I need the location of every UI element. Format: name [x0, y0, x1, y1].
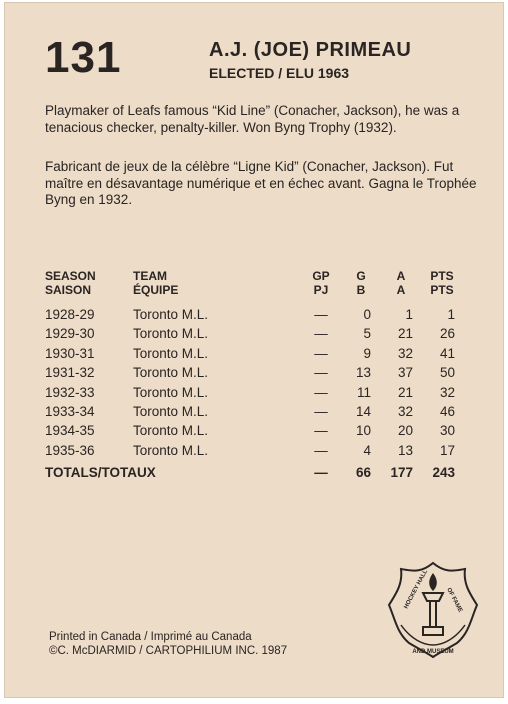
row-assists: 21: [397, 385, 413, 400]
header-assists-en: A: [396, 269, 406, 283]
row-team: Toronto M.L.: [133, 385, 209, 400]
header-goals: [353, 269, 369, 297]
row-team: Toronto M.L.: [133, 346, 209, 361]
elected-year: ELECTED / ELU 1963: [209, 65, 350, 81]
row-gp: —: [314, 365, 328, 380]
row-team: Toronto M.L.: [133, 423, 209, 438]
copyright: ©C. McDIARMID / CARTOPHILIUM INC. 1987: [49, 645, 288, 657]
row-points: 32: [439, 385, 455, 400]
row-gp: —: [314, 443, 328, 458]
card-number: 131: [45, 33, 122, 82]
row-goals: 9: [363, 346, 371, 361]
header-points-fr: PTS: [430, 283, 454, 297]
row-points: 46: [439, 404, 455, 419]
row-points: 41: [439, 346, 455, 361]
logo-lettering-left: HOCKEY HALL: [403, 568, 430, 610]
biography-french: Fabricant de jeux de la célèbre “Ligne Kid” (Conacher, Jackson). Fut maître en désavantage numérique et en échec avant. Gagna le Trophée Byng en 1932.: [45, 159, 477, 207]
row-gp: —: [314, 385, 328, 400]
row-assists: 13: [397, 443, 413, 458]
header-season: [45, 269, 96, 297]
header-team-fr: ÉQUIPE: [133, 283, 179, 297]
row-season: 1933-34: [45, 404, 95, 419]
header-goals-en: G: [356, 269, 366, 283]
row-goals: 14: [355, 404, 371, 419]
row-goals: 10: [355, 423, 371, 438]
row-team: Toronto M.L.: [133, 443, 209, 458]
totals-label: TOTALS/TOTAUX: [45, 465, 156, 480]
header-assists-fr: A: [396, 283, 406, 297]
row-gp: —: [314, 423, 328, 438]
row-goals: 5: [363, 326, 371, 341]
biography-english: Playmaker of Leafs famous “Kid Line” (Conacher, Jackson), he was a tenacious checker, penalty-killer. Won Byng Trophy (1932).: [45, 103, 460, 135]
logo-lettering: AND MUSEUM: [412, 649, 454, 655]
row-season: 1932-33: [45, 385, 95, 400]
totals-goals: 66: [355, 465, 371, 480]
row-gp: —: [314, 346, 328, 361]
header-team-en: TEAM: [133, 269, 167, 283]
row-points: 1: [447, 307, 455, 322]
header-assists: [393, 269, 409, 297]
row-points: 26: [439, 326, 455, 341]
row-goals: 4: [363, 443, 371, 458]
row-assists: 1: [405, 307, 413, 322]
totals-points: 243: [432, 465, 455, 480]
row-season: 1930-31: [45, 346, 95, 361]
row-assists: 20: [397, 423, 413, 438]
hall-of-fame-card: [4, 2, 504, 698]
row-season: 1931-32: [45, 365, 95, 380]
header-gp: [309, 269, 333, 297]
row-points: 17: [439, 443, 455, 458]
row-points: 50: [439, 365, 455, 380]
row-team: Toronto M.L.: [133, 307, 209, 322]
row-goals: 13: [355, 365, 371, 380]
row-team: Toronto M.L.: [133, 404, 209, 419]
hockey-hall-of-fame-logo-icon: [387, 559, 479, 659]
row-points: 30: [439, 423, 455, 438]
row-goals: 11: [356, 385, 371, 400]
header-team: [133, 269, 178, 297]
row-gp: —: [314, 326, 328, 341]
row-season: 1929-30: [45, 326, 95, 341]
header-season-en: SEASON: [45, 269, 96, 283]
row-assists: 21: [397, 326, 413, 341]
header-gp-en: GP: [312, 269, 330, 283]
totals-assists: 177: [390, 465, 413, 480]
row-goals: 0: [363, 307, 371, 322]
row-team: Toronto M.L.: [133, 365, 209, 380]
printed-in-canada: Printed in Canada / Imprimé au Canada: [49, 631, 252, 643]
logo-lettering-right: OF FAME: [445, 587, 464, 614]
header-points-en: PTS: [430, 269, 454, 283]
row-gp: —: [314, 307, 328, 322]
row-season: 1928-29: [45, 307, 95, 322]
row-season: 1934-35: [45, 423, 95, 438]
row-season: 1935-36: [45, 443, 95, 458]
header-points: [427, 269, 457, 297]
row-gp: —: [314, 404, 328, 419]
totals-gp: —: [314, 465, 328, 480]
header-goals-fr: B: [356, 283, 366, 297]
row-team: Toronto M.L.: [133, 326, 209, 341]
header-gp-fr: PJ: [313, 283, 329, 297]
header-season-fr: SAISON: [45, 283, 92, 297]
row-assists: 32: [397, 346, 413, 361]
row-assists: 32: [397, 404, 413, 419]
player-name: A.J. (JOE) PRIMEAU: [209, 39, 412, 61]
row-assists: 37: [397, 365, 413, 380]
